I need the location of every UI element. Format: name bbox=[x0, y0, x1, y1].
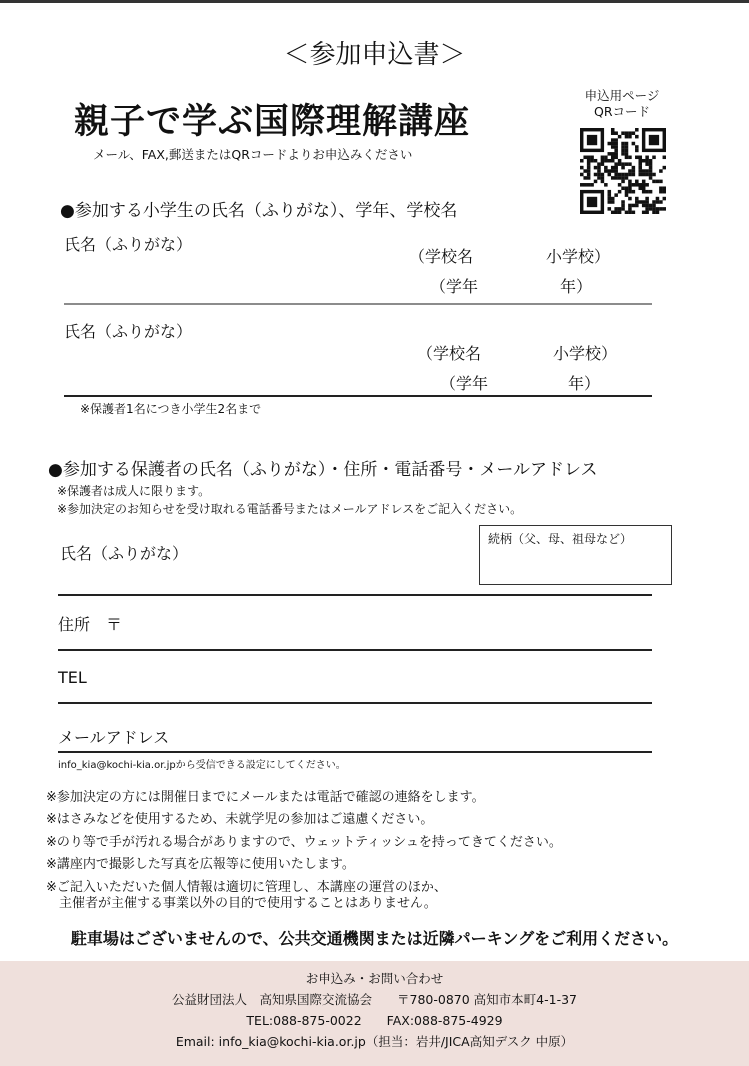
address-label: 住所 〒 bbox=[58, 615, 123, 634]
child1-grade-label: （学年 bbox=[430, 277, 479, 296]
child2-field-line[interactable] bbox=[64, 395, 652, 397]
tel-line[interactable] bbox=[58, 702, 652, 704]
child2-school-suffix: 小学校） bbox=[553, 344, 618, 363]
note-item: ※講座内で撮影した写真を広報等に使用いたします。 bbox=[46, 857, 355, 872]
guardian-section-heading: ●参加する保護者の氏名（ふりがな）・住所・電話番号・メールアドレス bbox=[48, 460, 598, 480]
child1-name-label: 氏名（ふりがな） bbox=[64, 235, 193, 254]
relation-field[interactable] bbox=[479, 525, 672, 585]
qr-code-icon[interactable] bbox=[580, 128, 666, 214]
note-item: ※ご記入いただいた個人情報は適切に管理し、本講座の運営のほか、 bbox=[46, 880, 447, 895]
note-item: ※はさみなどを使用するため、未就学児の参加はご遠慮ください。 bbox=[46, 812, 434, 827]
relation-label: 続柄（父、母、祖母など） bbox=[488, 532, 633, 546]
form-title: ＜参加申込書＞ bbox=[283, 40, 466, 70]
guardian-adult-note: ※保護者は成人に限ります。 bbox=[57, 484, 211, 498]
child2-school-label: （学校名 bbox=[417, 344, 482, 363]
child1-grade-suffix: 年） bbox=[560, 277, 593, 296]
footer-heading: お申込み・お問い合わせ bbox=[305, 971, 444, 986]
note-item: 主催者が主催する事業以外の目的で使用することはありません。 bbox=[46, 896, 437, 911]
child1-school-label: （学校名 bbox=[409, 247, 474, 266]
guardian-name-line[interactable] bbox=[58, 594, 652, 596]
footer-phone-fax: TEL:088-875-0022 FAX:088-875-4929 bbox=[246, 1013, 503, 1028]
guardian-name-label: 氏名（ふりがな） bbox=[60, 544, 189, 563]
guardian-contact-note: ※参加決定のお知らせを受け取れる電話番号またはメールアドレスをご記入ください。 bbox=[57, 502, 523, 516]
top-border bbox=[0, 0, 749, 3]
page-title: 親子で学ぶ国際理解講座 bbox=[74, 102, 471, 142]
email-line[interactable] bbox=[58, 751, 652, 753]
parking-notice: 駐車場はございませんので、公共交通機関または近隣パーキングをご利用ください。 bbox=[70, 929, 679, 948]
child1-school-suffix: 小学校） bbox=[546, 247, 611, 266]
qr-label-line1: 申込用ページ bbox=[584, 88, 660, 103]
child-limit-note: ※保護者1名につき小学生2名まで bbox=[80, 402, 262, 416]
child2-grade-suffix: 年） bbox=[568, 374, 601, 393]
note-item: ※のり等で手が汚れる場合がありますので、ウェットティッシュを持ってきてください。 bbox=[46, 835, 562, 850]
email-label: メールアドレス bbox=[58, 728, 170, 747]
qr-label-line2: QRコード bbox=[593, 104, 651, 119]
child2-name-label: 氏名（ふりがな） bbox=[64, 322, 193, 341]
footer-email: Email: info_kia@kochi-kia.or.jp（担当：岩井/JICA高知デスク 中原） bbox=[175, 1034, 574, 1049]
note-item: ※参加決定の方には開催日までにメールまたは電話で確認の連絡をします。 bbox=[46, 790, 485, 805]
qr-label bbox=[566, 88, 678, 120]
footer-organization: 公益財団法人 高知県国際交流協会 〒780-0870 高知市本町4-1-37 bbox=[172, 992, 577, 1007]
address-line[interactable] bbox=[58, 649, 652, 651]
tel-label: TEL bbox=[58, 668, 87, 687]
children-section-heading: ●参加する小学生の氏名（ふりがな）、学年、学校名 bbox=[60, 201, 458, 221]
child2-grade-label: （学年 bbox=[440, 374, 489, 393]
email-receive-note: info_kia@kochi-kia.or.jpから受信できる設定にしてください。 bbox=[58, 760, 346, 771]
application-instructions: メール、FAX,郵送またはQRコードよりお申込みください bbox=[93, 147, 413, 162]
child1-field-line[interactable] bbox=[64, 303, 652, 305]
contact-footer bbox=[0, 961, 749, 1066]
